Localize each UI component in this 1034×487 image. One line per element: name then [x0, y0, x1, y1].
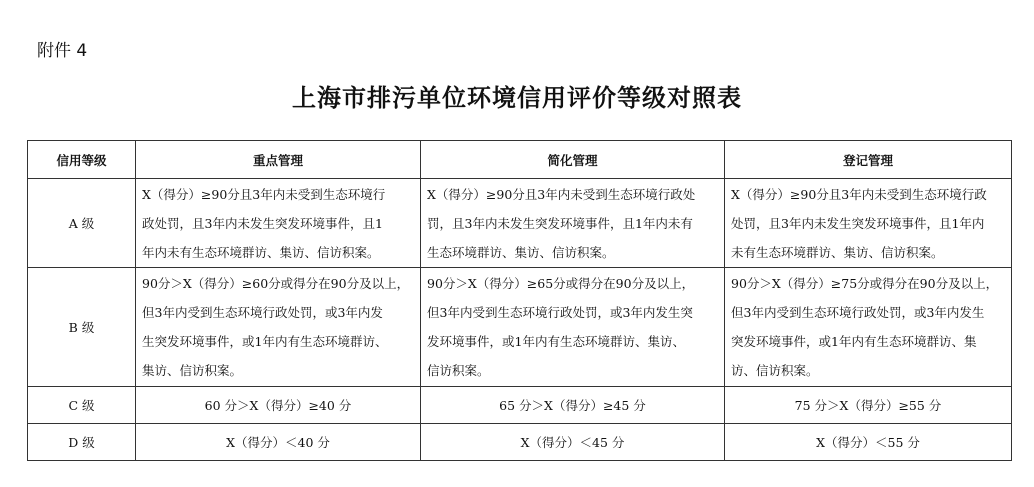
criteria-line: 政处罚，且3年内未发生突发环境事件，且1 — [142, 215, 383, 231]
credit-rating-table — [27, 140, 1012, 461]
criteria-cell — [725, 268, 1012, 387]
table-row — [28, 424, 1012, 461]
criteria-cell — [136, 268, 421, 387]
header-registration-management: 登记管理 — [725, 141, 1012, 179]
criteria-line: 但3年内受到生态环境行政处罚，或3年内发生 — [731, 305, 985, 320]
table-header-row — [28, 141, 1012, 179]
criteria-cell — [725, 387, 1012, 424]
criteria-cell — [725, 424, 1012, 461]
criteria-line: 90分＞X（得分）≥60分或得分在90分及以上， — [142, 276, 410, 291]
grade-cell: C 级 — [28, 387, 136, 424]
grade-cell: D 级 — [28, 424, 136, 461]
criteria-line: 发环境事件，或1年内有生态环境群访、集访、 — [427, 334, 685, 349]
criteria-line: 65 分＞X（得分）≥45 分 — [499, 397, 646, 413]
criteria-line: X（得分）＜45 分 — [520, 434, 625, 450]
criteria-cell — [421, 387, 725, 424]
attachment-label: 附件 4 — [37, 41, 88, 61]
criteria-line: X（得分）≥90分且3年内未受到生态环境行 — [142, 186, 386, 202]
grade-cell: A 级 — [28, 179, 136, 268]
criteria-cell — [421, 179, 725, 268]
criteria-line: 突发环境事件，或1年内有生态环境群访、集 — [731, 334, 977, 349]
criteria-line: 生突发环境事件，或1年内有生态环境群访、 — [142, 334, 388, 349]
criteria-line: 访、信访积案。 — [731, 363, 819, 378]
criteria-line: 年内未有生态环境群访、集访、信访积案。 — [142, 244, 380, 260]
criteria-line: 生态环境群访、集访、信访积案。 — [427, 244, 615, 260]
criteria-line: X（得分）＜40 分 — [226, 434, 330, 450]
criteria-line: 75 分＞X（得分）≥55 分 — [794, 397, 942, 413]
criteria-cell — [421, 268, 725, 387]
criteria-cell — [136, 424, 421, 461]
criteria-line: 但3年内受到生态环境行政处罚，或3年内发生突 — [427, 305, 693, 320]
criteria-line: 信访积案。 — [427, 363, 490, 378]
criteria-line: 但3年内受到生态环境行政处罚，或3年内发 — [142, 305, 383, 320]
document-title: 上海市排污单位环境信用评价等级对照表 — [292, 83, 742, 112]
table-row — [28, 268, 1012, 387]
criteria-cell — [136, 179, 421, 268]
criteria-cell — [725, 179, 1012, 268]
criteria-line: 未有生态环境群访、集访、信访积案。 — [731, 244, 944, 260]
criteria-line: 90分＞X（得分）≥75分或得分在90分及以上， — [731, 276, 999, 291]
grade-cell: B 级 — [28, 268, 136, 387]
criteria-line: 罚，且3年内未发生突发环境事件，且1年内未有 — [427, 215, 693, 231]
criteria-line: X（得分）＜55 分 — [816, 434, 920, 450]
criteria-line: 集访、信访积案。 — [142, 363, 243, 378]
header-grade: 信用等级 — [28, 141, 136, 179]
criteria-line: 90分＞X（得分）≥65分或得分在90分及以上， — [427, 276, 695, 291]
criteria-line: X（得分）≥90分且3年内未受到生态环境行政 — [731, 186, 987, 202]
criteria-line: 处罚，且3年内未发生突发环境事件，且1年内 — [731, 215, 985, 231]
table-row — [28, 179, 1012, 268]
criteria-cell — [421, 424, 725, 461]
criteria-line: 60 分＞X（得分）≥40 分 — [204, 397, 352, 413]
header-key-management: 重点管理 — [136, 141, 421, 179]
header-simplified-management: 简化管理 — [421, 141, 725, 179]
criteria-cell — [136, 387, 421, 424]
criteria-line: X（得分）≥90分且3年内未受到生态环境行政处 — [427, 186, 696, 202]
table-row — [28, 387, 1012, 424]
